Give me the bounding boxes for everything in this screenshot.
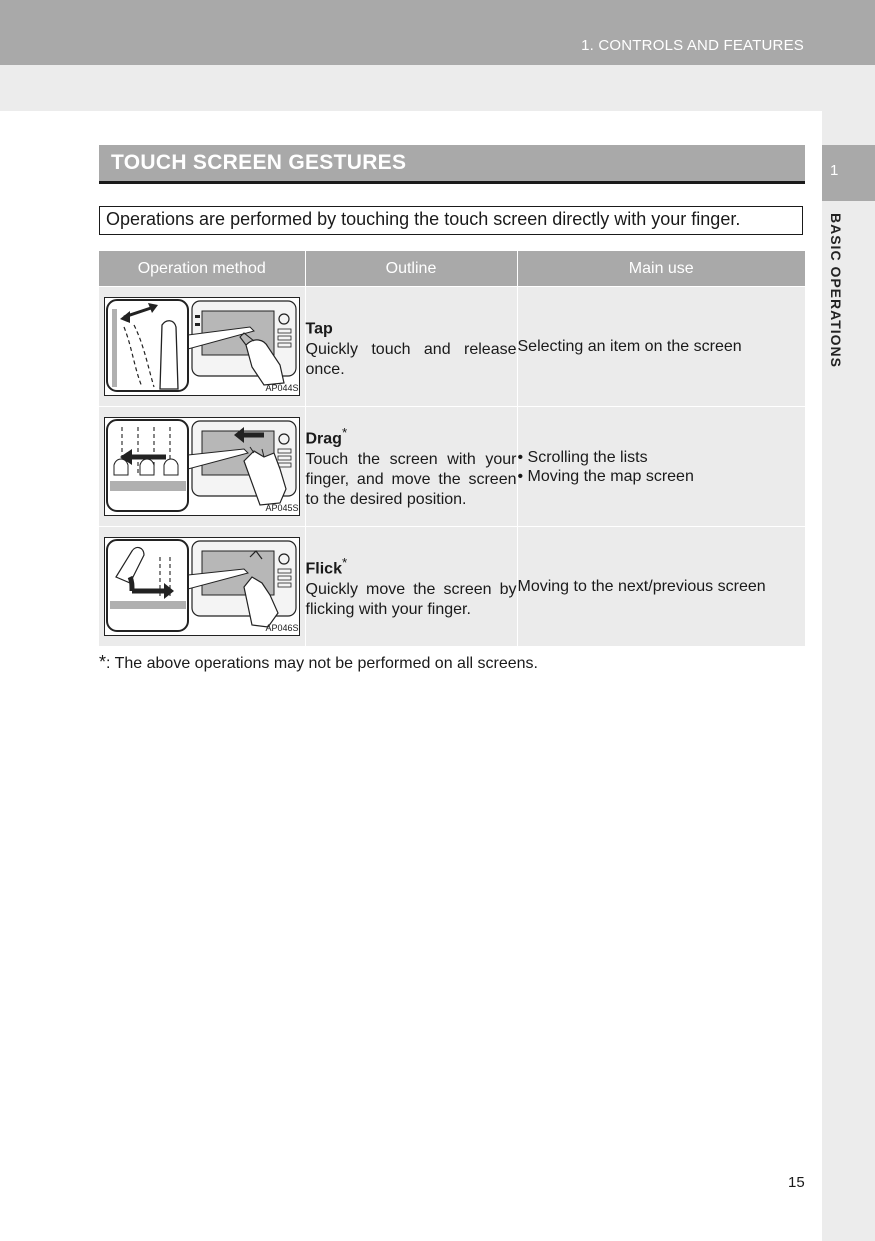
header-strip	[0, 65, 875, 111]
operation-name: Tap	[305, 320, 333, 338]
intro-text: Operations are performed by touching the touch screen directly with your finger.	[106, 209, 741, 229]
section-title-bar	[99, 145, 805, 184]
intro-box	[99, 206, 803, 235]
list-item: • Moving the map screen	[517, 467, 694, 485]
section-header: 1. CONTROLS AND FEATURES	[581, 37, 804, 54]
operation-name: Flick	[305, 560, 342, 578]
chapter-number: 1	[830, 162, 839, 179]
operation-note-mark: *	[341, 555, 348, 571]
flick-illustration	[104, 537, 300, 636]
illustration-cell	[99, 527, 305, 647]
list-item: • Scrolling the lists	[517, 448, 648, 466]
main-use-cell	[517, 287, 805, 407]
table-row	[99, 407, 805, 527]
main-use-cell	[517, 407, 805, 527]
operation-outline: Touch the screen with your finger, and move the screen to the desired position.	[305, 450, 517, 508]
header-band	[0, 0, 875, 65]
main-use-text: Moving the map screen	[527, 467, 694, 485]
page-title: TOUCH SCREEN GESTURES	[111, 151, 407, 174]
illustration-code: AP044S	[265, 383, 299, 393]
illustration-code: AP046S	[265, 623, 299, 633]
main-use-text: Moving to the next/previous screen	[517, 578, 766, 595]
outline-cell	[305, 407, 517, 527]
main-use-cell	[517, 527, 805, 647]
main-use-text: Selecting an item on the screen	[517, 338, 742, 355]
illustration-code: AP045S	[265, 503, 299, 513]
header-main-use: Main use	[517, 251, 805, 287]
main-use-text: Scrolling the lists	[527, 448, 648, 466]
operation-name: Drag	[305, 430, 342, 448]
gestures-table	[99, 251, 805, 646]
illustration-cell	[99, 287, 305, 407]
illustration-cell	[99, 407, 305, 527]
outline-cell	[305, 287, 517, 407]
table-row	[99, 527, 805, 647]
tap-illustration	[104, 297, 300, 396]
drag-illustration	[104, 417, 300, 516]
footnote	[99, 652, 538, 673]
header-outline: Outline	[305, 251, 517, 287]
footnote-mark: *	[99, 652, 107, 672]
outline-cell	[305, 527, 517, 647]
table-row	[99, 287, 805, 407]
table-header-row	[99, 251, 805, 287]
chapter-label: BASIC OPERATIONS	[828, 213, 844, 368]
operation-note-mark: *	[341, 425, 348, 441]
operation-outline: Quickly move the screen by flicking with your finger.	[305, 580, 517, 618]
footnote-text: : The above operations may not be performed on all screens.	[106, 655, 538, 672]
page-number: 15	[788, 1174, 805, 1191]
header-operation-method: Operation method	[99, 251, 305, 287]
operation-outline: Quickly touch and release once.	[305, 340, 517, 378]
